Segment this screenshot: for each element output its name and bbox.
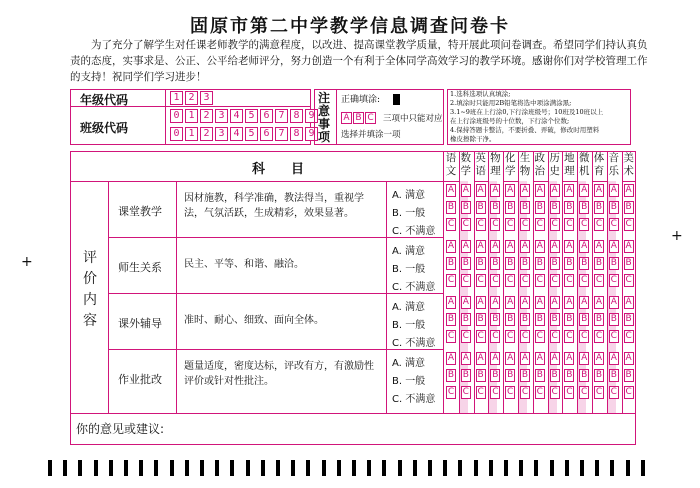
subject-bubble[interactable]: A xyxy=(551,185,558,195)
subject-bubble[interactable]: A xyxy=(536,353,543,363)
subject-bubble[interactable]: A xyxy=(492,297,499,307)
subject-bubble[interactable]: B xyxy=(521,370,529,380)
subject-bubble[interactable]: C xyxy=(462,331,469,341)
class-digit-bubble[interactable]: 9 xyxy=(305,127,318,141)
timing-bar xyxy=(413,460,417,476)
subject-bubble[interactable]: A xyxy=(610,185,617,195)
suggestion-label: 你的意见或建议: xyxy=(76,422,165,436)
subject-label-4: 化学 xyxy=(504,152,516,177)
subject-bubble[interactable]: C xyxy=(462,219,469,229)
timing-bar xyxy=(626,460,630,476)
row-option: C. 不满意 xyxy=(392,338,436,349)
row-description: 题量适度，密度达标，评改有方，有激励性评价或针对性批注。 xyxy=(184,361,374,387)
timing-bar xyxy=(261,460,265,476)
subject-bubble[interactable]: B xyxy=(536,314,543,324)
subject-bubble[interactable]: B xyxy=(551,314,558,324)
subject-bubble[interactable]: C xyxy=(566,219,573,229)
subject-bubble[interactable]: A xyxy=(507,353,514,363)
class-digit-bubble[interactable]: 0 xyxy=(170,109,183,123)
timing-bar xyxy=(428,460,432,476)
subject-label-10: 体育 xyxy=(593,152,605,177)
timing-bar xyxy=(489,460,493,476)
subject-bubble[interactable]: C xyxy=(610,275,617,285)
timing-bar xyxy=(78,460,82,476)
subject-bubble[interactable]: C xyxy=(492,331,499,341)
rule-line: 2.填涂时只能用2B铅笔将选中项涂满涂黑; xyxy=(450,99,572,107)
class-digit-bubble[interactable]: 3 xyxy=(215,127,228,141)
row-category: 作业批改 xyxy=(118,373,162,386)
class-digit-bubble[interactable]: 7 xyxy=(275,127,288,141)
subject-bubble[interactable]: A xyxy=(566,241,573,251)
subject-bubble[interactable]: B xyxy=(536,370,543,380)
subject-bubble[interactable]: B xyxy=(610,314,617,324)
subject-bubble[interactable]: C xyxy=(521,275,529,285)
correct-fill-label: 正确填涂: xyxy=(341,95,381,105)
subject-bubble[interactable]: A xyxy=(610,353,617,363)
timing-bar xyxy=(322,460,326,476)
timing-bar xyxy=(641,460,645,476)
subject-bubble[interactable]: A xyxy=(566,185,573,195)
subject-bubble[interactable]: B xyxy=(492,258,499,268)
subject-label-0: 语文 xyxy=(445,152,457,177)
subject-bubble[interactable]: B xyxy=(536,202,543,212)
subject-label-8: 地理 xyxy=(564,152,575,177)
subject-bubble[interactable]: A xyxy=(581,353,588,363)
subject-bubble[interactable]: B xyxy=(566,202,573,212)
row-option: A. 满意 xyxy=(392,190,426,201)
subject-bubble[interactable]: B xyxy=(447,202,455,212)
timing-bar xyxy=(215,460,219,476)
subject-bubble[interactable]: B xyxy=(521,314,529,324)
sample-bubble: A xyxy=(341,112,352,124)
class-digit-bubble[interactable]: 6 xyxy=(260,109,273,123)
subject-bubble[interactable]: A xyxy=(566,353,573,363)
row-category: 课堂教学 xyxy=(118,205,162,218)
timing-bar xyxy=(534,460,538,476)
subject-bubble[interactable]: C xyxy=(551,331,558,341)
row-category: 师生关系 xyxy=(118,261,162,274)
subject-bubble[interactable]: B xyxy=(595,314,603,324)
intro-text: 为了充分了解学生对任课老师教学的满意程度，以改进、提高课堂教学质量，特开展此项问卷调查。希望同学们持认真负责的态度，实事求是、公正、公平给老师评分，努力创造一个有利于全体同学高效学习的教学环境。感谢你们对学校管理工作的支持！祝同学们学习进步！ xyxy=(70,39,648,83)
subject-bubble[interactable]: B xyxy=(521,202,529,212)
rules-list xyxy=(450,90,630,144)
timing-bar xyxy=(170,460,174,476)
row-description: 准时、耐心、细致、面向全体。 xyxy=(184,315,324,326)
subject-bubble[interactable]: B xyxy=(625,258,632,268)
subject-bubble[interactable]: C xyxy=(492,387,499,397)
eval-label: 评价内容 xyxy=(83,250,97,329)
subject-bubble[interactable]: C xyxy=(462,275,469,285)
subject-bubble[interactable]: A xyxy=(477,185,484,195)
subject-bubble[interactable]: B xyxy=(610,258,617,268)
subject-bubble[interactable]: A xyxy=(551,297,558,307)
subject-bubble[interactable]: A xyxy=(625,353,632,363)
timing-bar xyxy=(230,460,234,476)
row-option: B. 一般 xyxy=(392,264,426,275)
timing-bar xyxy=(458,460,462,476)
subject-bubble[interactable]: B xyxy=(595,258,603,268)
subject-bubble[interactable]: A xyxy=(595,353,603,363)
subject-bubble[interactable]: C xyxy=(595,331,603,341)
timing-bar xyxy=(504,460,508,476)
subject-bubble[interactable]: C xyxy=(536,275,543,285)
row-option: C. 不满意 xyxy=(392,394,436,405)
sample-bubbles xyxy=(341,112,377,124)
subject-bubble[interactable]: C xyxy=(536,219,543,229)
subject-bubble[interactable]: A xyxy=(492,185,499,195)
sample-bubble: B xyxy=(353,112,364,124)
subject-bubble[interactable]: B xyxy=(447,258,455,268)
subject-label-5: 生物 xyxy=(519,152,531,177)
subject-bubble[interactable]: A xyxy=(625,241,632,251)
subject-bubble[interactable]: A xyxy=(536,297,543,307)
subject-header: 科 目 xyxy=(252,162,305,177)
subject-bubble[interactable]: A xyxy=(462,185,469,195)
subject-bubble[interactable]: A xyxy=(507,241,514,251)
subject-bubble[interactable]: C xyxy=(521,387,529,397)
subject-bubble[interactable]: B xyxy=(521,258,529,268)
class-digit-bubble[interactable]: 2 xyxy=(200,109,213,123)
subject-bubble[interactable]: A xyxy=(462,297,469,307)
row-option: B. 一般 xyxy=(392,376,426,387)
subject-bubble[interactable]: C xyxy=(625,331,632,341)
class-digit-bubble[interactable]: 1 xyxy=(185,109,198,123)
subject-bubble[interactable]: B xyxy=(462,258,469,268)
subject-bubble[interactable]: A xyxy=(595,185,603,195)
subject-bubble[interactable]: C xyxy=(507,387,514,397)
subject-bubble[interactable]: B xyxy=(447,314,455,324)
timing-bar xyxy=(109,460,113,476)
subject-bubble[interactable]: C xyxy=(566,387,573,397)
subject-bubble[interactable]: A xyxy=(492,353,499,363)
subject-bubble[interactable]: A xyxy=(625,297,632,307)
timing-bar xyxy=(443,460,447,476)
subject-bubble[interactable]: C xyxy=(521,219,529,229)
subject-label-1: 数学 xyxy=(460,152,472,177)
grade-code-label: 年级代码 xyxy=(80,93,129,107)
subject-bubble[interactable]: A xyxy=(507,185,514,195)
subject-bubble[interactable]: B xyxy=(551,202,558,212)
timing-bar xyxy=(398,460,402,476)
subject-bubble[interactable]: C xyxy=(625,387,632,397)
subject-bubble[interactable]: C xyxy=(566,331,573,341)
subject-bubble[interactable]: B xyxy=(581,202,588,212)
subject-bubble[interactable]: B xyxy=(610,202,617,212)
subject-bubble[interactable]: C xyxy=(551,275,558,285)
subject-bubble[interactable]: B xyxy=(625,370,632,380)
subject-bubble[interactable]: B xyxy=(462,314,469,324)
subject-bubble[interactable]: C xyxy=(447,219,455,229)
subject-label-7: 历史 xyxy=(549,152,560,177)
subject-bubble[interactable]: C xyxy=(625,275,632,285)
subject-bubble[interactable]: C xyxy=(595,275,603,285)
grade-code-bubbles[interactable] xyxy=(170,91,213,105)
row-option: C. 不满意 xyxy=(392,226,436,237)
row-description: 民主、平等、和谐、融洽。 xyxy=(184,259,304,270)
subject-bubble[interactable]: C xyxy=(521,331,529,341)
class-digit-bubble[interactable]: 8 xyxy=(290,127,303,141)
row-option: A. 满意 xyxy=(392,246,426,257)
subject-bubble[interactable]: B xyxy=(581,370,588,380)
subject-bubble[interactable]: B xyxy=(477,314,484,324)
grade-digit-bubble[interactable]: 1 xyxy=(170,91,183,105)
registration-mark-left: + xyxy=(21,254,33,270)
subject-bubble[interactable]: B xyxy=(492,370,499,380)
subject-bubble[interactable]: A xyxy=(492,241,499,251)
timing-bar xyxy=(154,460,158,476)
subject-bubble[interactable]: C xyxy=(507,275,514,285)
subject-bubble[interactable]: C xyxy=(566,275,573,285)
subject-bubble[interactable]: A xyxy=(610,297,617,307)
grade-digit-bubble[interactable]: 2 xyxy=(185,91,198,105)
row-option: B. 一般 xyxy=(392,320,426,331)
subject-bubble[interactable]: B xyxy=(610,370,617,380)
subject-bubble[interactable]: C xyxy=(551,387,558,397)
timing-bar xyxy=(63,460,67,476)
subject-bubble[interactable]: A xyxy=(595,297,603,307)
subject-bubble[interactable]: C xyxy=(477,219,484,229)
timing-bar xyxy=(48,460,52,476)
subject-label-6: 政治 xyxy=(534,152,546,177)
subject-bubble[interactable]: C xyxy=(447,387,455,397)
row-option: A. 满意 xyxy=(392,358,426,369)
subject-bubble[interactable]: C xyxy=(507,219,514,229)
timing-bar xyxy=(291,460,295,476)
row-description: 因材施教，科学准确，教法得当，重视学法，气氛活跃，生成精彩，效果显著。 xyxy=(184,193,364,219)
subject-bubble[interactable]: A xyxy=(507,297,514,307)
subject-bubble[interactable]: C xyxy=(477,275,484,285)
timing-bar xyxy=(306,460,310,476)
timing-bar xyxy=(519,460,523,476)
class-digit-bubble[interactable]: 6 xyxy=(260,127,273,141)
subject-bubble[interactable]: C xyxy=(477,331,484,341)
class-digit-bubble[interactable]: 5 xyxy=(245,109,258,123)
subject-bubble[interactable]: B xyxy=(566,258,573,268)
timing-bar xyxy=(580,460,584,476)
choose-one-text: 选择并填涂一项 xyxy=(341,130,401,140)
subject-bubble[interactable]: B xyxy=(507,202,514,212)
subject-bubble[interactable]: C xyxy=(581,331,588,341)
timing-bar xyxy=(610,460,614,476)
subject-bubble[interactable]: A xyxy=(536,241,543,251)
subject-bubble[interactable]: B xyxy=(551,370,558,380)
timing-bar xyxy=(139,460,143,476)
timing-bar xyxy=(595,460,599,476)
subject-bubble[interactable]: A xyxy=(566,297,573,307)
subject-bubble[interactable]: B xyxy=(477,202,484,212)
subject-bubble[interactable]: A xyxy=(462,353,469,363)
subject-bubble[interactable]: A xyxy=(477,353,484,363)
subject-bubble[interactable]: C xyxy=(492,275,499,285)
row-option: B. 一般 xyxy=(392,208,426,219)
subject-bubble[interactable]: C xyxy=(462,387,469,397)
timing-bar xyxy=(185,460,189,476)
subject-label-11: 音乐 xyxy=(608,152,620,177)
timing-bar xyxy=(550,460,554,476)
subject-label-12: 美术 xyxy=(623,152,634,177)
subject-bubble[interactable]: A xyxy=(447,241,455,251)
subject-bubble[interactable]: A xyxy=(581,185,588,195)
rule-line: 在上行涂班级号的十位数，下行涂个位数; xyxy=(450,117,570,125)
subject-bubble[interactable]: C xyxy=(610,331,617,341)
notice-title: 注意事项 xyxy=(318,91,331,144)
timing-bar xyxy=(124,460,128,476)
class-code-label: 班级代码 xyxy=(80,121,129,135)
row-option: C. 不满意 xyxy=(392,282,436,293)
subject-bubble[interactable]: B xyxy=(566,314,573,324)
subject-bubble[interactable]: B xyxy=(477,370,484,380)
subject-bubble[interactable]: C xyxy=(492,219,499,229)
subject-bubble[interactable]: C xyxy=(581,219,588,229)
rule-line: 3.1~9班在上行涂0,下行涂班级号；10班及10班以上 xyxy=(450,108,604,116)
subject-bubble[interactable]: B xyxy=(462,370,469,380)
subject-bubble[interactable]: C xyxy=(625,219,632,229)
subject-bubble[interactable]: A xyxy=(447,353,455,363)
timing-bar xyxy=(200,460,204,476)
class-digit-bubble[interactable]: 4 xyxy=(230,109,243,123)
subject-bubble[interactable]: B xyxy=(625,314,632,324)
subject-bubble[interactable]: B xyxy=(625,202,632,212)
subject-bubble[interactable]: C xyxy=(595,219,603,229)
subject-bubble[interactable]: A xyxy=(551,353,558,363)
subject-bubble[interactable]: B xyxy=(581,314,588,324)
timing-bar xyxy=(565,460,569,476)
rule-line: 橡皮擦除干净。 xyxy=(450,135,496,143)
subject-bubble[interactable]: A xyxy=(595,241,603,251)
subject-bubble[interactable]: A xyxy=(610,241,617,251)
class-digit-bubble[interactable]: 3 xyxy=(215,109,228,123)
timing-bar xyxy=(367,460,371,476)
subject-bubble[interactable]: A xyxy=(477,241,484,251)
rule-line: 1.选科选项认真填涂; xyxy=(450,90,511,98)
timing-bar xyxy=(474,460,478,476)
row-option: A. 满意 xyxy=(392,302,426,313)
subject-bubble[interactable]: A xyxy=(551,241,558,251)
subject-bubble[interactable]: A xyxy=(521,297,529,307)
subject-bubble[interactable]: B xyxy=(492,202,499,212)
class-digit-bubble[interactable]: 5 xyxy=(245,127,258,141)
subject-bubble[interactable]: A xyxy=(536,185,543,195)
timing-bar xyxy=(382,460,386,476)
sample-bubble: C xyxy=(365,112,376,124)
subject-bubble[interactable]: C xyxy=(595,387,603,397)
class-digit-bubble[interactable]: 2 xyxy=(200,127,213,141)
subject-bubble[interactable]: A xyxy=(462,241,469,251)
subject-bubble[interactable]: C xyxy=(536,331,543,341)
class-code-bubbles-tens[interactable] xyxy=(170,109,318,123)
subject-bubble[interactable]: A xyxy=(447,297,455,307)
subject-bubble[interactable]: A xyxy=(581,297,588,307)
only-one-text: 三项中只能对应 xyxy=(383,114,443,124)
subject-bubble[interactable]: C xyxy=(507,331,514,341)
subject-bubble[interactable]: A xyxy=(477,297,484,307)
card-title: 固原市第二中学教学信息调查问卷卡 xyxy=(190,16,510,37)
subject-bubble[interactable]: B xyxy=(507,314,514,324)
subject-bubble[interactable]: B xyxy=(447,370,455,380)
class-digit-bubble[interactable]: 1 xyxy=(185,127,198,141)
subject-bubble[interactable]: A xyxy=(521,241,529,251)
row-category: 课外辅导 xyxy=(118,317,162,330)
subject-bubble[interactable]: B xyxy=(581,258,588,268)
subject-bubble[interactable]: B xyxy=(551,258,558,268)
timing-bar xyxy=(337,460,341,476)
subject-bubble[interactable]: A xyxy=(625,185,632,195)
filled-sample-mark xyxy=(393,94,400,105)
timing-bar xyxy=(276,460,280,476)
subject-bubble[interactable]: C xyxy=(610,219,617,229)
subject-label-9: 微机 xyxy=(578,152,590,177)
subject-bubble[interactable]: A xyxy=(447,185,455,195)
class-digit-bubble[interactable]: 7 xyxy=(275,109,288,123)
class-digit-bubble[interactable]: 9 xyxy=(305,109,318,123)
timing-bar xyxy=(246,460,250,476)
subject-bubble[interactable]: B xyxy=(507,258,514,268)
timing-bar xyxy=(352,460,356,476)
class-digit-bubble[interactable]: 8 xyxy=(290,109,303,123)
subject-bubble[interactable]: C xyxy=(581,275,588,285)
subject-bubble[interactable]: A xyxy=(581,241,588,251)
subject-bubble[interactable]: C xyxy=(610,387,617,397)
grade-digit-bubble[interactable]: 3 xyxy=(200,91,213,105)
class-digit-bubble[interactable]: 0 xyxy=(170,127,183,141)
subject-bubble[interactable]: B xyxy=(595,370,603,380)
subject-bubble[interactable]: C xyxy=(581,387,588,397)
registration-mark-right: + xyxy=(671,228,683,244)
timing-bar xyxy=(94,460,98,476)
subject-bubble[interactable]: C xyxy=(551,219,558,229)
subject-bubble[interactable]: B xyxy=(507,370,514,380)
subject-bubble[interactable]: B xyxy=(566,370,573,380)
subject-bubble[interactable]: C xyxy=(477,387,484,397)
subject-bubble[interactable]: B xyxy=(536,258,543,268)
class-digit-bubble[interactable]: 4 xyxy=(230,127,243,141)
rule-line: 4.保持答题卡整洁，不要折叠、弄破，修改时用塑料 xyxy=(450,126,600,134)
subject-bubble[interactable]: B xyxy=(492,314,499,324)
subject-label-3: 物理 xyxy=(490,152,501,177)
subject-bubble[interactable]: C xyxy=(447,275,455,285)
subject-bubble[interactable]: C xyxy=(447,331,455,341)
subject-bubble[interactable]: B xyxy=(462,202,469,212)
subject-label-2: 英语 xyxy=(475,152,486,177)
subject-bubble[interactable]: A xyxy=(521,353,529,363)
class-code-bubbles-ones[interactable] xyxy=(170,127,318,141)
subject-bubble[interactable]: A xyxy=(521,185,529,195)
subject-bubble[interactable]: C xyxy=(536,387,543,397)
subject-bubble[interactable]: B xyxy=(595,202,603,212)
subject-bubble[interactable]: B xyxy=(477,258,484,268)
